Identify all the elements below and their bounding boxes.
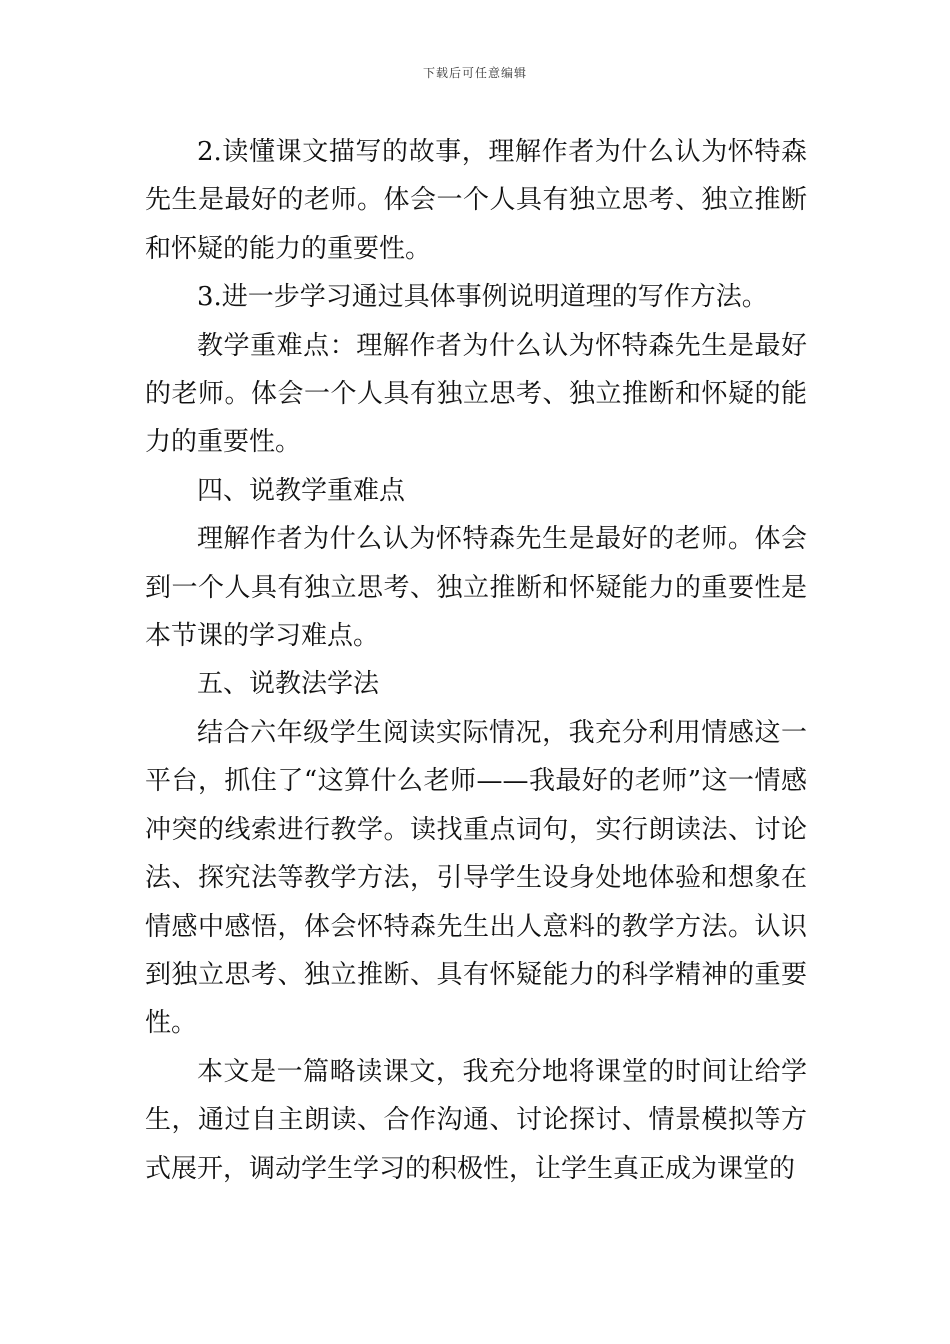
paragraph-key-difficulty: 教学重难点：理解作者为什么认为怀特森先生是最好的老师。体会一个人具有独立思考、独立推断和怀疑的能力的重要性。 — [145, 330, 807, 458]
paragraph-objective-3: 3.进一步学习通过具体事例说明道理的写作方法。 — [197, 282, 768, 313]
paragraph-objective-2: 2.读懂课文描写的故事，理解作者为什么认为怀特森先生是最好的老师。体会一个人具有独立思考、独立推断和怀疑的能力的重要性。 — [145, 137, 807, 264]
paragraph-teaching-method: 结合六年级学生阅读实际情况，我充分利用情感这一平台，抓住了“这算什么老师——我最好的老师”这一情感冲突的线索进行教学。读找重点词句，实行朗读法、讨论法、探究法等教学方法，引导学生设身处地体验和想象在情感中感悟，体会怀特森先生出人意料的教学方法。认识到独立思考、独立推断、具有怀疑能力的科学精神的重要性。 — [145, 717, 807, 1039]
page-header-note: 下载后可任意编辑 — [422, 66, 527, 80]
section-heading-four: 四、说教学重难点 — [197, 475, 406, 506]
paragraph-section-four-body: 理解作者为什么认为怀特森先生是最好的老师。体会到一个人具有独立思考、独立推断和怀疑能力的重要性是本节课的学习难点。 — [145, 524, 807, 652]
section-heading-five: 五、说教法学法 — [197, 669, 380, 700]
document-body — [145, 128, 807, 1193]
paragraph-learning-method: 本文是一篇略读课文，我充分地将课堂的时间让给学生，通过自主朗读、合作沟通、讨论探讨、情景模拟等方式展开，调动学生学习的积极性，让学生真正成为课堂的 — [145, 1056, 807, 1184]
